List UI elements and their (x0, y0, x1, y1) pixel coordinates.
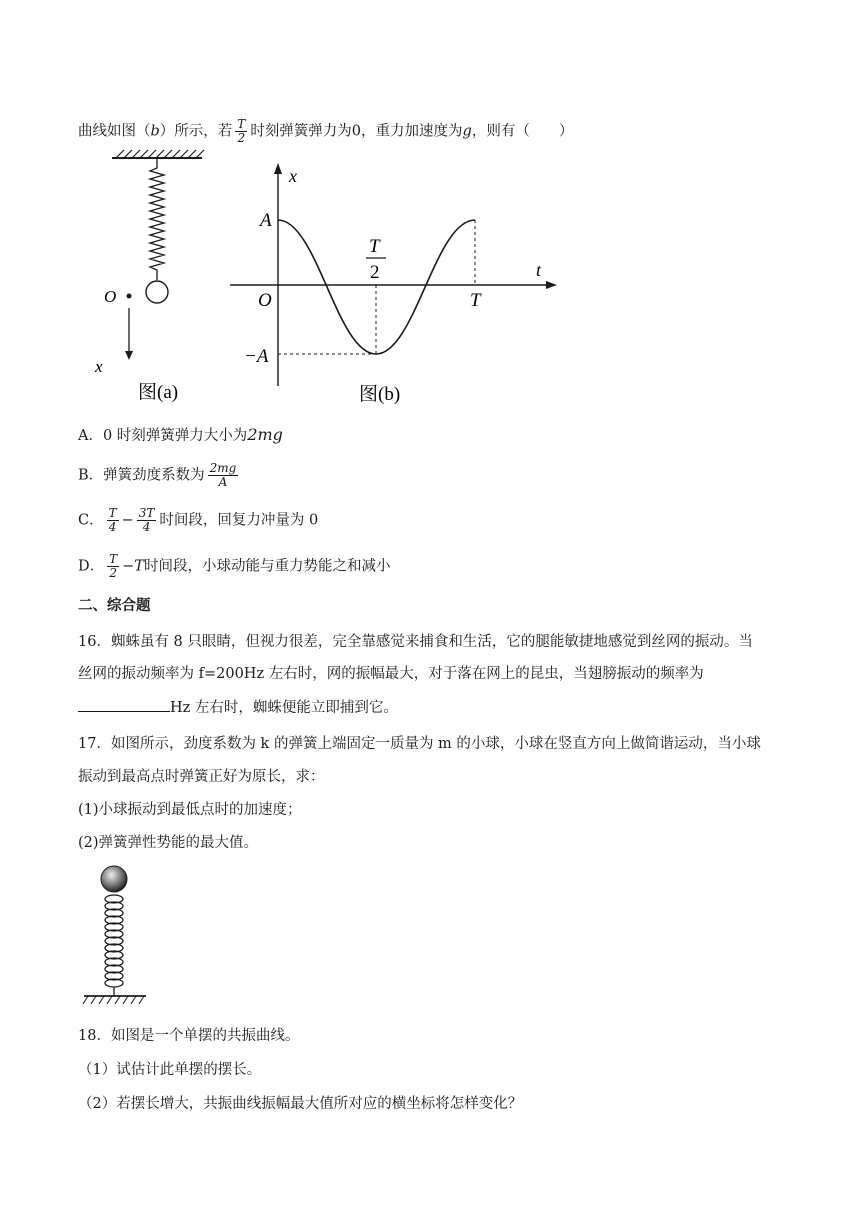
q17-sub-1: (1)小球振动到最低点时的加速度； (78, 802, 302, 818)
x-arrow-head (125, 351, 133, 360)
q18-sub-2: （2）若摆长增大，共振曲线振幅最大值所对应的横坐标将怎样变化？ (78, 1096, 523, 1112)
fig-b-label-neg-a: −A (244, 346, 269, 367)
option-c-prefix: C． (78, 512, 104, 529)
q16-line-2: 丝网的振动频率为 f=200Hz 左右时，网的振幅最大，对于落在网上的昆虫，当翅膀振动的频率为 (78, 666, 704, 682)
intro-frac-num: T (237, 117, 246, 131)
intro-text-4: ，则有（ ） (471, 123, 574, 140)
option-b-fraction (208, 462, 239, 489)
intro-line (78, 118, 573, 145)
spring-coil (150, 158, 164, 280)
option-d-mid: −T (122, 558, 144, 575)
q17-figure (82, 862, 152, 1008)
option-b (78, 462, 241, 489)
fig-a-label-o: O (104, 287, 117, 306)
q16-line-3-text: Hz 左右时，蜘蛛便能立即捕到它。 (170, 700, 398, 716)
q17-line-2: 振动到最高点时弹簧正好为原长，求： (78, 769, 325, 785)
intro-text-3: 时刻弹簧弹力为0，重力加速度为 (250, 123, 463, 140)
option-a (78, 424, 283, 447)
option-d-f-num: T (109, 552, 118, 566)
fig-a-caption: 图(a) (138, 382, 179, 403)
option-d-f-den: 2 (109, 566, 117, 580)
fig-b-label-t-period: T (470, 290, 481, 311)
figure-b (222, 160, 562, 410)
option-c-f1-den: 4 (108, 520, 117, 534)
q17-spring (105, 895, 123, 996)
q18-sub-1: （1）试估计此单摆的摆长。 (78, 1062, 262, 1078)
ball (146, 281, 168, 303)
option-c-op: − (121, 512, 134, 529)
q17-ground-hatch (83, 996, 144, 1004)
option-b-text: B．弹簧劲度系数为 (78, 467, 205, 484)
fig-a-label-x: x (95, 357, 103, 376)
intro-text-1: 曲线如图（ (78, 123, 151, 140)
fig-b-half-num: T (369, 236, 380, 257)
fig-b-caption: 图(b) (359, 384, 401, 405)
fig-b-label-a: A (260, 210, 272, 231)
q16-line-1: 16．蜘蛛虽有 8 只眼睛，但视力很差，完全靠感觉来捕食和生活，它的腿能敏捷地感觉到丝网的振动。当 (78, 634, 753, 650)
option-d-suffix: 时间段，小球动能与重力势能之和减小 (143, 558, 391, 575)
q17-line-1: 17．如图所示，劲度系数为 k 的弹簧上端固定一质量为 m 的小球，小球在竖直方向上做简谐运动，当小球 (78, 736, 761, 752)
option-c (78, 507, 318, 534)
option-c-frac-2 (137, 507, 157, 534)
fig-b-label-o: O (258, 290, 272, 311)
t-axis-arrow (546, 281, 557, 289)
q16-line-3 (78, 697, 398, 719)
answer-blank[interactable] (78, 697, 170, 712)
figure-a (90, 148, 210, 408)
q17-sub-2: (2)弹簧弹性势能的最大值。 (78, 835, 259, 851)
option-a-text: A．0 时刻弹簧弹力大小为 (78, 428, 248, 444)
option-b-den: A (218, 475, 228, 489)
option-d-frac (107, 553, 119, 580)
intro-text-2: ）所示，若 (159, 123, 233, 140)
option-c-f2-den: 4 (142, 520, 151, 534)
intro-g: g (462, 123, 472, 140)
option-b-num: 2mg (209, 461, 237, 475)
option-c-f2-num: 3T (138, 506, 155, 520)
ceiling-hatch (116, 150, 204, 158)
option-d (78, 553, 390, 580)
option-a-expr: 2mg (247, 425, 283, 444)
fig-b-label-t: t (536, 260, 542, 280)
origin-dot (127, 294, 132, 299)
x-axis-arrow (274, 163, 282, 174)
intro-fraction (235, 118, 247, 145)
q17-ball (101, 866, 127, 892)
fig-b-half-den: 2 (370, 262, 380, 283)
intro-frac-den: 2 (237, 131, 246, 145)
option-d-prefix: D． (78, 558, 105, 575)
intro-b: b (150, 123, 160, 140)
fig-b-label-x: x (289, 166, 297, 186)
option-c-frac-1 (107, 507, 119, 534)
option-c-f1-num: T (108, 506, 117, 520)
q18-line-1: 18．如图是一个单摆的共振曲线。 (78, 1028, 300, 1044)
section-title: 二、综合题 (78, 598, 151, 614)
option-c-suffix: 时间段，回复力冲量为 0 (159, 512, 319, 529)
